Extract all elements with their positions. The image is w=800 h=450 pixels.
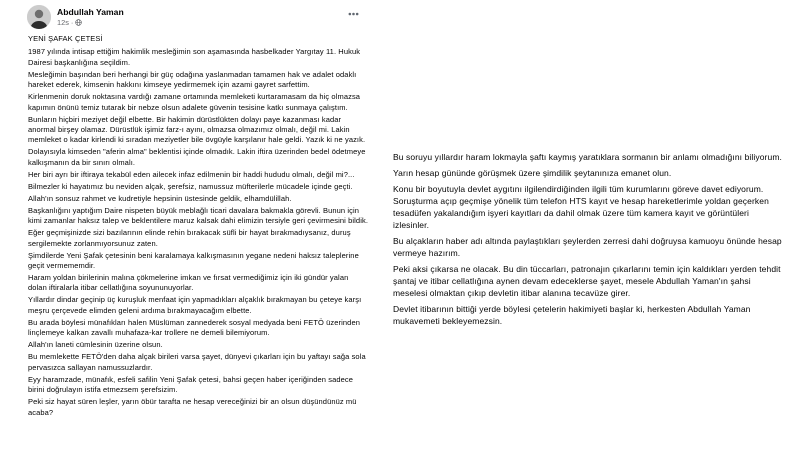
post-paragraph: Bu soruyu yıllardır haram lokmayla şaftı kaymış yaratıklara sormanın bir anlamı olmadığını biliyorum.	[393, 152, 782, 162]
more-options-icon[interactable]	[346, 9, 360, 19]
post-paragraph: Allah'ın laneti cümlesinin üzerine olsun.	[28, 340, 163, 350]
post-left-paragraphs	[28, 47, 368, 418]
post-body-right	[393, 151, 787, 331]
post-title: YENİ ŞAFAK ÇETESİ	[28, 34, 103, 43]
post-card	[0, 0, 390, 420]
globe-icon	[75, 19, 82, 26]
post-paragraph: Kirlenmenin doruk noktasına vardığı zamane ortamında memleketi kurtaramasam da hiç olmazsa kapımın önünü temiz tutarak bir nebze olsun adalete güvenin tesisine katkı sunmaya çalıştım.	[28, 92, 361, 112]
post-paragraph: Bu arada böylesi münafıkları halen Müslüman zannederek sosyal medyada beni FETÖ üzerinden linçlemeye kalkan zavallı muhafaza-kar trollere ne demeli bilemiyorum.	[28, 317, 360, 338]
post-paragraph: Peki siz hayat süren leşler, yarın öbür tarafta ne hesap vereceğinizi bir an olsun düşündünüz mü acaba?	[28, 397, 357, 417]
profile-photo-icon	[27, 5, 51, 29]
post-paragraph: Peki aksi çıkarsa ne olacak. Bu din tüccarları, patronajın çıkarlarını temin için kaldıkları yerden tehdit şantaj ve itibar cellatlığına aynen devam edeceklerse şayet, mesele Abdullah Yaman'ın şahsi meselesi olmaktan çıkıp devletin itibar alanına tecavüze girer.	[393, 264, 781, 298]
post-meta	[57, 18, 124, 27]
post-paragraph: Mesleğimin başından beri herhangi bir güç odağına yaslanmadan tamamen hak ve adalet odaklı hareket ederek, kimsenin hakkını kimseye yedirmemek için azami gayret sarfettim.	[28, 69, 357, 90]
post-paragraph: Allah'ın sonsuz rahmet ve kudretiyle hepsinin üstesinde geldik, elhamdülillah.	[28, 193, 292, 203]
post-paragraph: 1987 yılında intisap ettiğim hakimlik mesleğimin son aşamasında hasbelkader Yargıtay 11. Hukuk Dairesi başkanlığına seçildim.	[28, 47, 361, 67]
post-paragraph: Konu bir boyutuyla devlet aygıtını ilgilendirdiğinden ilgili tüm kurumlarını göreve davet ediyorum. Soruşturma açıp geçmişe yönelik tüm telefon HTS kayıt ve hesap hareketlerimle yoldan geçerken tesadüfen yakalandığım işyeri kayıtları da dahil olmak üzere tüm kamera kayıt ve görüntüleri izlesinler.	[393, 184, 769, 230]
post-paragraph: Şimdilerde Yeni Şafak çetesinin beni karalamaya kalkışmasının yegane nedeni haksız taleplerine geçit vermememdir.	[28, 250, 359, 271]
post-paragraph: Yıllardır dindar geçinip üç kuruşluk menfaat için yapmadıkları alçaklık bırakmayan bu çeteye karşı meşru çerçevede elimden geleni ardıma bırakmayacağım elbette.	[28, 295, 362, 315]
post-paragraph: Devlet itibarının bittiği yerde böylesi çetelerin hakimiyeti başlar ki, herkesten Abdullah Yaman mukavemeti bekleyemezsin.	[393, 304, 751, 326]
post-paragraph: Eyy haramzade, münafık, esfeli safilin Yeni Şafak çetesi, bahsi geçen haber içeriğinden sadece birini doğrulayın istifa etmezsem şerefsizim.	[28, 374, 354, 395]
post-paragraph: Yarın hesap gününde görüşmek üzere şimdilik şeytanınıza emanet olun.	[393, 168, 672, 178]
post-paragraph: Bu memlekette FETÖ'den daha alçak birileri varsa şayet, dünyevi çıkarları için bu yaftayı sağa sola pervasızca sallayan namussuzlardır.	[28, 352, 366, 372]
post-header	[0, 0, 390, 29]
post-body-left	[28, 34, 368, 418]
meta-separator: ·	[70, 18, 74, 27]
timestamp[interactable]: 12s	[57, 18, 69, 27]
author-name[interactable]: Abdullah Yaman	[57, 7, 124, 17]
post-header-text	[57, 5, 124, 27]
post-paragraph: Bu alçakların haber adı altında paylaştıkları şeylerden zerresi dahi doğruysa kamuoyu önünde hesap vermeye hazırım.	[393, 236, 782, 258]
post-paragraph: Dolayısıyla kimseden "aferin alma" beklentisi içinde olmadık. Lakin iftira üzerinden bedel ödetmeye kalkışmanın da bir sınırı olmalı.	[28, 147, 366, 167]
avatar[interactable]	[27, 5, 51, 29]
post-paragraph: Bunların hiçbiri meziyet değil elbette. Bir hakimin dürüstlükten dolayı paye kazanması kadar anormal birşey olamaz. Dürüstlük işimiz farz-ı ayını, olmazsa olmazımız olmalı, değil mi. Lakin memleket o kadar kirlendi ki sıradan meziyetler bile övgüyle karşılanır hale geldi. Yazık ki ne yazık.	[28, 114, 366, 145]
post-paragraph: Haram yoldan birilerinin malına çökmelerine imkan ve fırsat vermediğimiz için iki gündür yalan dolan iftiralarla itibar cellatlığına soyununuyorlar.	[28, 273, 349, 293]
post-right-paragraphs	[393, 151, 787, 327]
post-paragraph: Bilmezler ki hayatımız bu neviden alçak, şerefsiz, namussuz müfterilerle mücadele içinde geçti.	[28, 181, 353, 191]
post-paragraph: Başkanlığını yaptığım Daire nispeten büyük meblağlı ticari davalara bakmakla görevli. Bunun için kimi zamanlar haksız talep ve beklentilere maruz kalsak dahi elimizin tersiyle geri çevirmesini bildik.	[28, 205, 369, 226]
post-paragraph: Her biri ayrı bir iftiraya tekabül eden ailecek infaz edilmenin bir haddi hududu olmalı, değil mi?...	[28, 169, 355, 179]
post-paragraph: Eğer geçmişinizde sizi bazılarının elinde rehin bırakacak süfli bir hayat bırakmadıysanız, duruş sergilemekte zorlanmıyorsunuz zaten.	[28, 228, 351, 248]
